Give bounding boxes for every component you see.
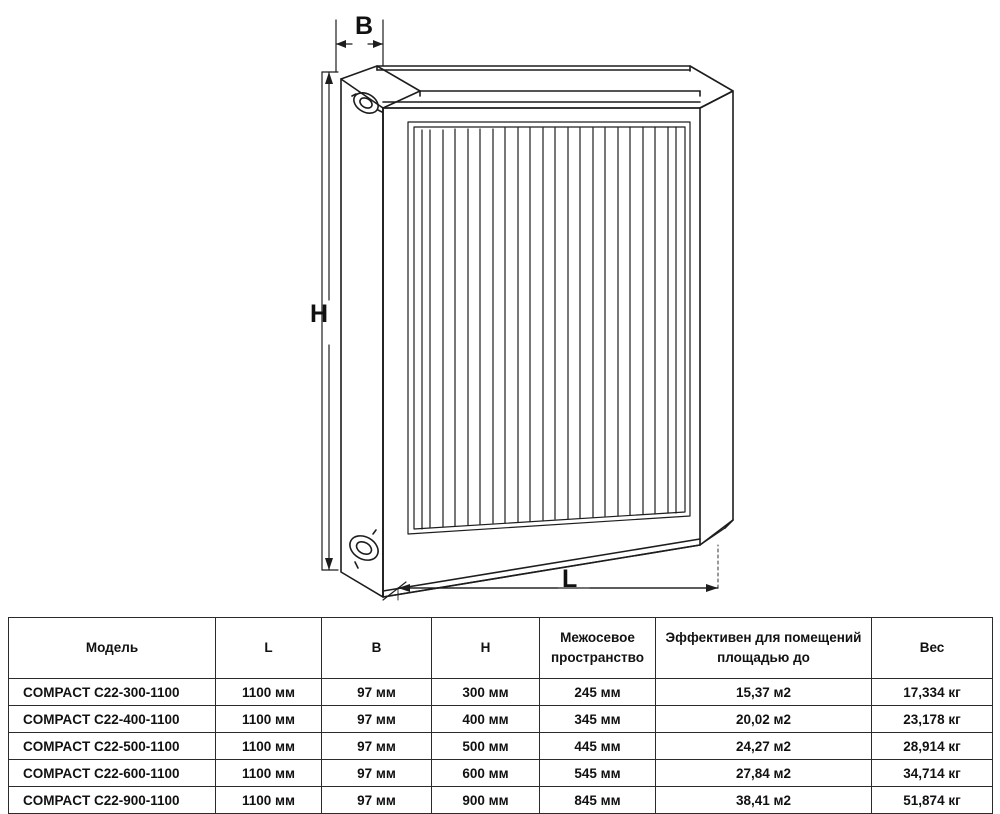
column-header-area bbox=[656, 618, 872, 679]
column-header-area-line2: площадью до bbox=[717, 650, 810, 665]
specifications-table-wrap bbox=[8, 617, 992, 814]
cell-axis-spacing: 545 мм bbox=[540, 760, 656, 787]
radiator-top-panel bbox=[377, 66, 733, 108]
cell-h: 900 мм bbox=[432, 787, 540, 814]
cell-weight: 51,874 кг bbox=[872, 787, 993, 814]
table-row bbox=[9, 679, 993, 706]
radiator-front-recess bbox=[408, 122, 690, 534]
column-header-b: B bbox=[322, 618, 432, 679]
cell-axis-spacing: 445 мм bbox=[540, 733, 656, 760]
cell-weight: 23,178 кг bbox=[872, 706, 993, 733]
column-header-area-line1: Эффективен для помещений bbox=[665, 630, 862, 646]
cell-model: COMPACT C22-300-1100 bbox=[9, 679, 216, 706]
cell-model: COMPACT C22-500-1100 bbox=[9, 733, 216, 760]
column-header-h: H bbox=[432, 618, 540, 679]
cell-model: COMPACT C22-600-1100 bbox=[9, 760, 216, 787]
cell-h: 400 мм bbox=[432, 706, 540, 733]
radiator-bottom-connector bbox=[346, 530, 383, 568]
cell-l: 1100 мм bbox=[216, 733, 322, 760]
column-header-axis-spacing-line1: Межосевое bbox=[560, 630, 635, 646]
dimension-label-b: B bbox=[355, 12, 374, 40]
cell-l: 1100 мм bbox=[216, 760, 322, 787]
cell-b: 97 мм bbox=[322, 733, 432, 760]
table-row bbox=[9, 760, 993, 787]
table-row bbox=[9, 706, 993, 733]
radiator-fins bbox=[422, 127, 676, 529]
cell-h: 600 мм bbox=[432, 760, 540, 787]
table-row bbox=[9, 787, 993, 814]
cell-area: 20,02 м2 bbox=[656, 706, 872, 733]
cell-l: 1100 мм bbox=[216, 679, 322, 706]
dimension-label-h: H bbox=[310, 300, 329, 328]
cell-b: 97 мм bbox=[322, 787, 432, 814]
column-header-model: Модель bbox=[9, 618, 216, 679]
column-header-l: L bbox=[216, 618, 322, 679]
specifications-table bbox=[8, 617, 993, 814]
cell-model: COMPACT C22-900-1100 bbox=[9, 787, 216, 814]
cell-h: 500 мм bbox=[432, 733, 540, 760]
cell-area: 38,41 м2 bbox=[656, 787, 872, 814]
cell-weight: 34,714 кг bbox=[872, 760, 993, 787]
cell-axis-spacing: 845 мм bbox=[540, 787, 656, 814]
cell-area: 24,27 м2 bbox=[656, 733, 872, 760]
cell-h: 300 мм bbox=[432, 679, 540, 706]
radiator-top-connector bbox=[350, 89, 382, 118]
cell-weight: 28,914 кг bbox=[872, 733, 993, 760]
cell-model: COMPACT C22-400-1100 bbox=[9, 706, 216, 733]
cell-axis-spacing: 345 мм bbox=[540, 706, 656, 733]
column-header-axis-spacing-line2: пространство bbox=[551, 650, 644, 665]
dimension-label-l: L bbox=[562, 565, 578, 593]
cell-l: 1100 мм bbox=[216, 787, 322, 814]
cell-area: 15,37 м2 bbox=[656, 679, 872, 706]
column-header-weight: Вес bbox=[872, 618, 993, 679]
cell-weight: 17,334 кг bbox=[872, 679, 993, 706]
cell-area: 27,84 м2 bbox=[656, 760, 872, 787]
cell-l: 1100 мм bbox=[216, 706, 322, 733]
table-row bbox=[9, 733, 993, 760]
cell-b: 97 мм bbox=[322, 706, 432, 733]
cell-b: 97 мм bbox=[322, 760, 432, 787]
cell-b: 97 мм bbox=[322, 679, 432, 706]
table-header-row bbox=[9, 618, 993, 679]
radiator-front-panel bbox=[383, 91, 733, 597]
cell-axis-spacing: 245 мм bbox=[540, 679, 656, 706]
column-header-axis-spacing bbox=[540, 618, 656, 679]
